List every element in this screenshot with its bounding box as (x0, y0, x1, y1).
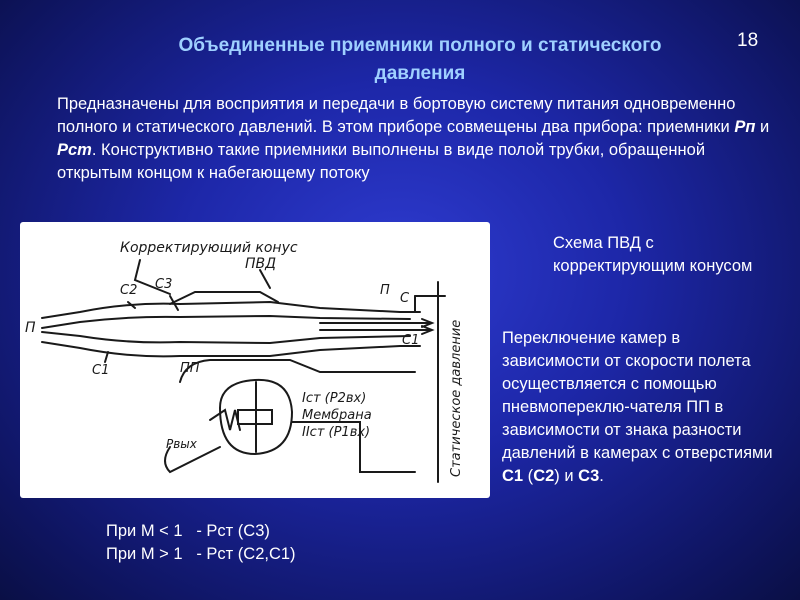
explain-close: ) и (554, 467, 579, 485)
explain-c1: С1 (502, 467, 524, 485)
intro-rst: Рст (57, 141, 92, 159)
label-pp: ПП (180, 361, 200, 376)
label-static: Статическое давление (449, 319, 464, 477)
label-iist: IIст (Р1вх) (302, 425, 371, 440)
explain-open: ( (523, 467, 534, 485)
label-cone: Корректирующий конус (120, 240, 298, 256)
title-line-1: Объединенные приемники полного и статического (178, 35, 662, 56)
intro-rp: Рп (734, 118, 756, 136)
explain-c2: С2 (533, 467, 555, 485)
label-c3: С3 (155, 277, 173, 292)
pvd-pointer (260, 270, 270, 288)
mach-conditions (106, 520, 296, 566)
explain-end: . (599, 467, 604, 485)
c1-mark (105, 352, 108, 362)
label-c2: С2 (120, 283, 138, 298)
title-line-2: давления (374, 63, 466, 84)
label-c1: С1 (92, 363, 110, 378)
label-p-left: П (25, 320, 36, 336)
switch-line-top (180, 360, 415, 382)
condition-subsonic: При М < 1 - Рст (С3) (106, 522, 270, 540)
label-p-right: П (380, 283, 390, 298)
label-c-right: С (400, 291, 410, 306)
label-pvyh: Рвых (166, 437, 197, 451)
intro-text-2: . Конструктивно такие приемники выполнены в виде полой трубки, обращенной открытым концом к набегающему потоку (57, 141, 706, 182)
tube-lower-outer (42, 342, 420, 356)
slide-title (120, 32, 720, 88)
label-c1-right: С1 (402, 333, 420, 348)
condition-supersonic: При М > 1 - Рст (С2,С1) (106, 545, 296, 563)
pvd-schematic (20, 222, 490, 498)
intro-and: и (755, 118, 770, 136)
intro-paragraph (57, 93, 777, 185)
slide-number: 18 (737, 30, 759, 51)
intro-text-1: Предназначены для восприятия и передачи в бортовую систему питания одновременно полного и статического давлений. В этом приборе совмещены два прибора: приемники (57, 95, 736, 136)
spring-left (210, 410, 240, 430)
explain-text: Переключение камер в зависимости от скорости полета осуществляется с помощью пневмопереклю-чателя ПП в зависимости от знака разности давлений в камерах с отверстиями (502, 329, 773, 462)
pvd-diagram (20, 222, 490, 498)
explain-c3: С3 (578, 467, 600, 485)
diagram-caption: Схема ПВД с корректирующим конусом (553, 234, 753, 275)
tube-lower-inner (42, 332, 410, 343)
label-pvd: ПВД (245, 256, 277, 272)
explain-paragraph (502, 327, 782, 488)
label-ist: Iст (Р2вх) (302, 391, 367, 406)
label-membrane: Мембрана (302, 408, 372, 423)
